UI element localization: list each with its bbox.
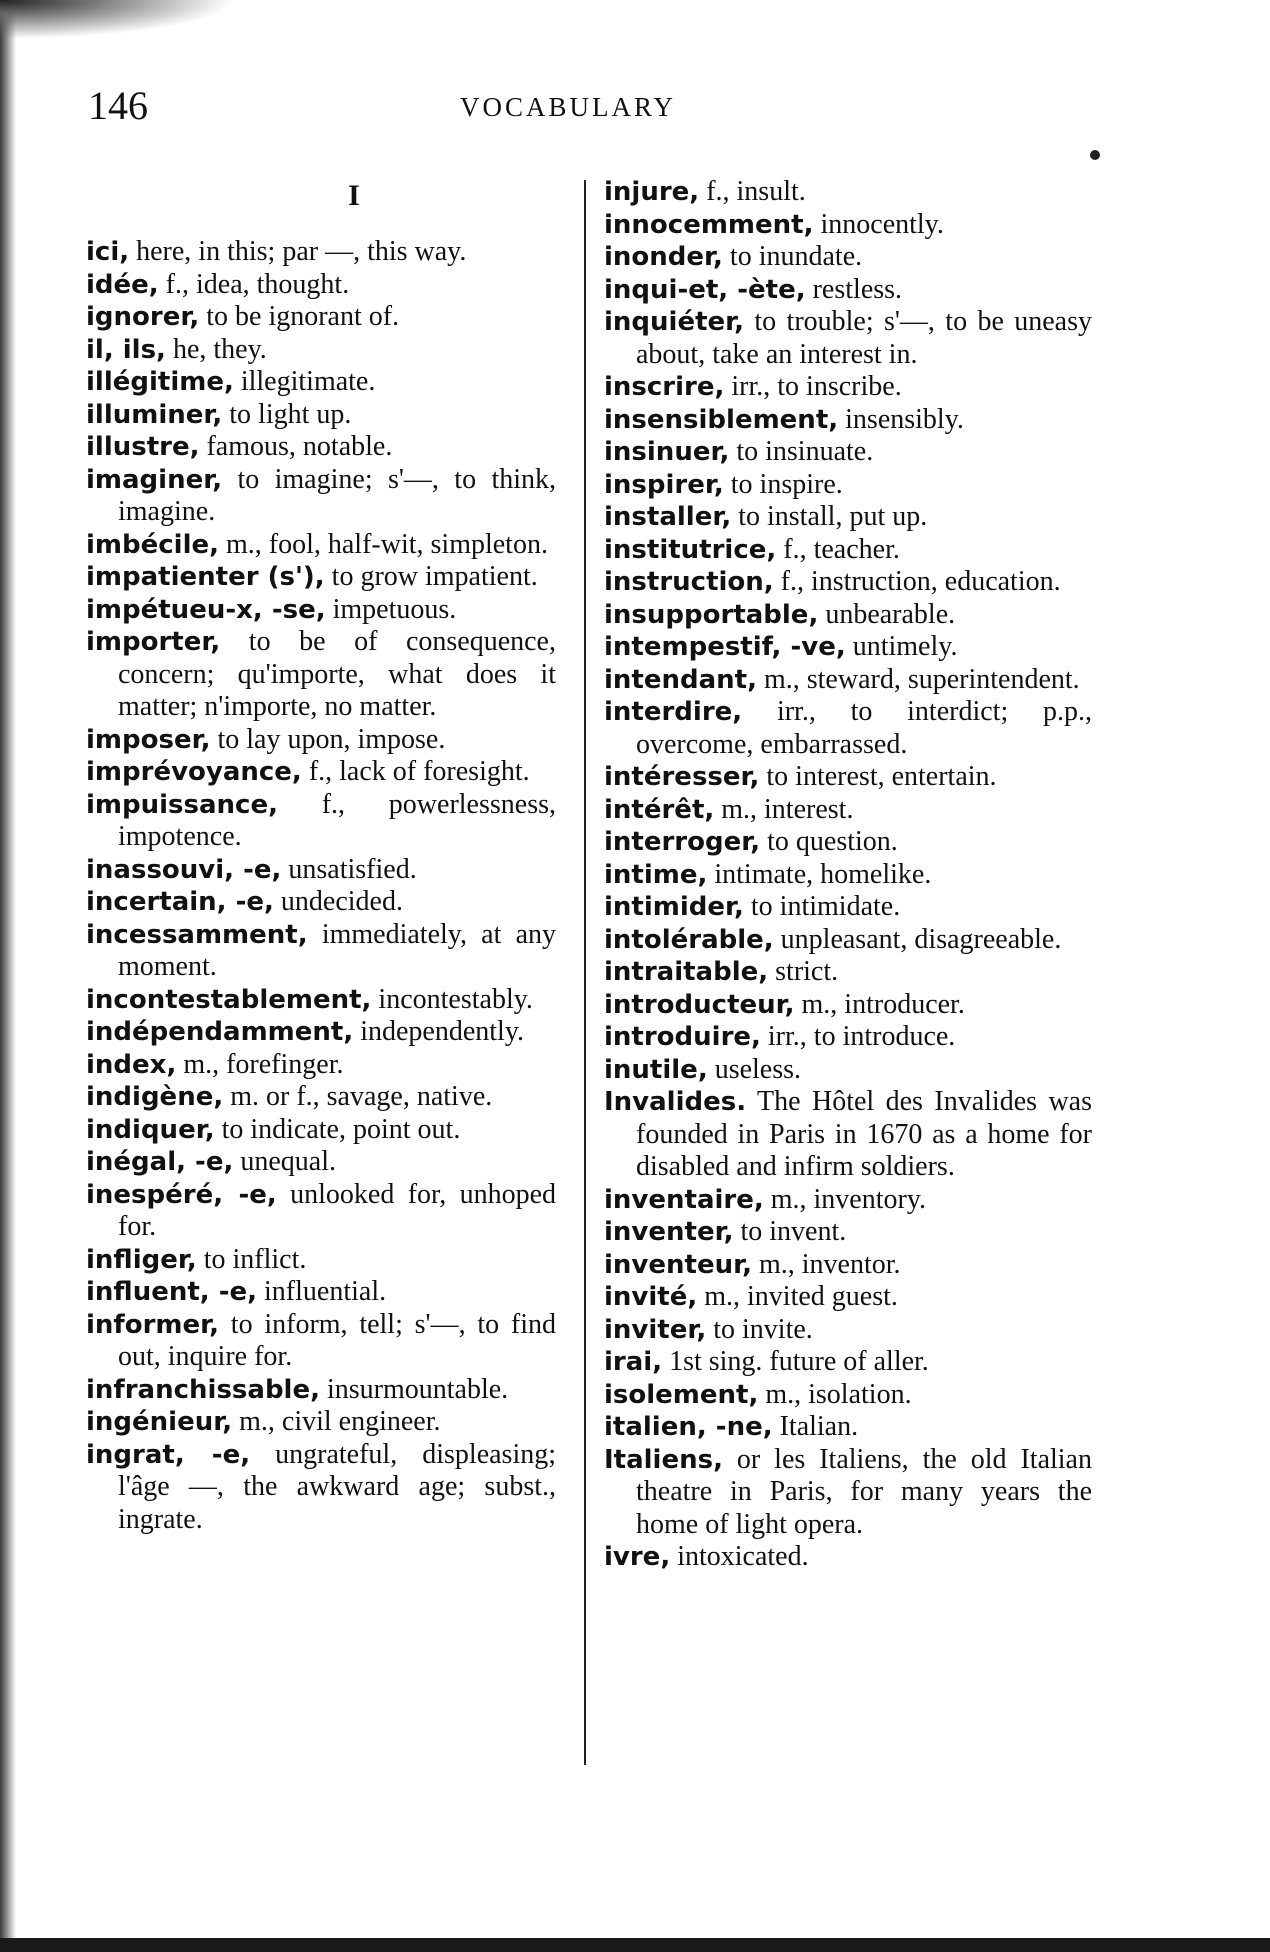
entry-headword: inespéré, -e,	[86, 1179, 277, 1210]
entry-gloss: f., lack of foresight.	[301, 756, 530, 787]
entry-gloss: independently.	[353, 1016, 525, 1047]
dictionary-entry	[604, 1184, 1092, 1217]
entry-headword: intérêt,	[604, 794, 715, 825]
dictionary-entry	[86, 1179, 556, 1244]
dictionary-entry	[86, 1244, 556, 1277]
entry-headword: instruction,	[604, 567, 774, 597]
entry-gloss: to imagine; s'—, to think, imagine.	[118, 463, 556, 527]
entry-headword: indiquer,	[86, 1114, 215, 1145]
dictionary-entry	[604, 761, 1092, 794]
entry-headword: inventaire,	[604, 1184, 764, 1215]
entry-headword: index,	[86, 1049, 177, 1080]
dictionary-entry	[604, 826, 1092, 859]
dictionary-entry	[604, 1541, 1092, 1574]
entry-headword: invité,	[604, 1282, 698, 1312]
dictionary-entry	[604, 1411, 1092, 1444]
entry-gloss: to interest, entertain.	[759, 761, 997, 792]
entry-headword: introduire,	[604, 1022, 761, 1052]
entry-gloss: to intimidate.	[743, 891, 901, 922]
entry-gloss: or les Italiens, the old Italian theatre in Paris, for many years the home of light opera.	[636, 1443, 1092, 1540]
dictionary-entry	[86, 1374, 556, 1407]
entry-headword: importer,	[86, 627, 221, 657]
entry-gloss: impetuous.	[325, 593, 457, 625]
dictionary-entry	[604, 371, 1092, 404]
entry-gloss: restless.	[805, 273, 903, 305]
dictionary-entry	[86, 236, 556, 269]
dictionary-entry	[86, 1016, 556, 1049]
page-number: 146	[88, 83, 148, 128]
entry-gloss: to light up.	[222, 398, 352, 430]
scan-left-edge	[0, 0, 16, 1952]
entry-gloss: unpleasant, disagreeable.	[773, 923, 1062, 955]
dictionary-entry	[604, 209, 1092, 242]
entry-gloss: illegitimate.	[233, 366, 376, 397]
entry-headword: injure,	[604, 177, 700, 207]
dictionary-entry	[86, 756, 556, 789]
dictionary-entry	[86, 1049, 556, 1082]
dictionary-entry	[86, 1276, 556, 1309]
letter-heading: I	[348, 179, 360, 212]
entry-gloss: to inform, tell; s'—, to find out, inquire for.	[118, 1308, 556, 1372]
dictionary-entry	[604, 566, 1092, 599]
dictionary-entry	[604, 1444, 1092, 1542]
dictionary-entry	[604, 469, 1092, 502]
entry-headword: indigène,	[86, 1082, 224, 1112]
dictionary-entry	[604, 1021, 1092, 1054]
entry-gloss: m., invited guest.	[697, 1281, 898, 1312]
entry-headword: intraitable,	[604, 957, 769, 987]
entry-gloss: here, in this;	[129, 236, 283, 267]
entry-gloss: m., steward, superintendent.	[756, 663, 1080, 695]
entry-headword: inonder,	[604, 242, 723, 272]
dictionary-entry	[604, 1216, 1092, 1249]
entry-gloss: intimate, homelike.	[707, 858, 932, 890]
entry-headword: indépendamment,	[86, 1017, 354, 1047]
dictionary-entry	[604, 176, 1092, 209]
dictionary-entry	[86, 724, 556, 757]
dictionary-entry	[604, 891, 1092, 924]
entry-gloss: he, they.	[165, 333, 267, 365]
entry-gloss: unsatisfied.	[281, 853, 417, 885]
entry-gloss: m., isolation.	[758, 1378, 912, 1410]
entry-gloss: intoxicated.	[670, 1541, 809, 1572]
dictionary-entry	[86, 1406, 556, 1439]
dictionary-entry	[604, 1346, 1092, 1379]
dictionary-entry	[604, 274, 1092, 307]
scan-top-corner	[0, 0, 300, 50]
right-entry-list	[604, 176, 1092, 1574]
dictionary-entry	[604, 859, 1092, 892]
entry-gloss: 1st sing. future of aller.	[662, 1346, 929, 1377]
entry-gloss: m. or f., savage, native.	[223, 1081, 493, 1112]
entry-headword: interdire,	[604, 697, 743, 727]
dictionary-entry	[86, 854, 556, 887]
dictionary-entry	[604, 534, 1092, 567]
entry-headword: ingrat, -e,	[86, 1439, 251, 1470]
entry-gloss: to inspire.	[723, 468, 843, 500]
entry-headword: inspirer,	[604, 469, 724, 500]
dictionary-entry	[604, 501, 1092, 534]
entry-gloss: unbearable.	[818, 598, 956, 630]
entry-headword: intimider,	[604, 892, 744, 922]
dictionary-entry	[86, 1309, 556, 1374]
entry-gloss: f., teacher.	[776, 533, 900, 565]
dictionary-entry	[86, 886, 556, 919]
dictionary-entry	[604, 1086, 1092, 1184]
dictionary-entry	[86, 431, 556, 464]
entry-headword: introducteur,	[604, 989, 795, 1020]
dictionary-entry	[604, 1314, 1092, 1347]
speck	[1090, 150, 1100, 160]
dictionary-entry	[604, 631, 1092, 664]
dictionary-entry	[604, 599, 1092, 632]
entry-headword: ici,	[86, 237, 130, 267]
entry-gloss: incontestably.	[371, 983, 533, 1015]
entry-headword: insupportable,	[604, 599, 819, 630]
entry-headword: incessamment,	[86, 919, 308, 950]
entry-headword: inégal, -e,	[86, 1147, 234, 1177]
dictionary-entry	[86, 399, 556, 432]
dictionary-entry	[86, 626, 556, 724]
dictionary-entry	[86, 529, 556, 562]
entry-headword: intéresser,	[604, 762, 760, 792]
entry-extra: par —, this way.	[282, 236, 467, 267]
entry-gloss: useless.	[707, 1053, 802, 1085]
entry-gloss: The Hôtel des Invalides was founded in Paris in 1670 as a home for disabled and infirm soldiers.	[636, 1086, 1092, 1182]
entry-headword: installer,	[604, 502, 732, 532]
entry-gloss: to install, put up.	[731, 501, 928, 532]
entry-gloss: influential.	[257, 1276, 387, 1307]
dictionary-entry	[604, 306, 1092, 371]
entry-headword: imaginer,	[86, 464, 223, 495]
dictionary-entry	[86, 269, 556, 302]
entry-headword: ingénieur,	[86, 1407, 233, 1437]
dictionary-entry	[604, 794, 1092, 827]
entry-gloss: to lay upon, impose.	[210, 723, 446, 755]
entry-gloss: m., interest.	[714, 793, 854, 825]
entry-gloss: to grow impatient.	[324, 561, 538, 592]
entry-headword: influent, -e,	[86, 1277, 258, 1307]
entry-gloss: insensibly.	[838, 403, 964, 435]
dictionary-entry	[604, 404, 1092, 437]
entry-headword: infliger,	[86, 1244, 197, 1275]
entry-headword: intolérable,	[604, 924, 774, 955]
entry-gloss: insurmountable.	[319, 1373, 509, 1405]
entry-gloss: to be of consequence, concern; qu'importe, what does it matter; n'importe, no matter.	[118, 626, 556, 722]
entry-headword: illégitime,	[86, 367, 234, 397]
dictionary-entry	[604, 664, 1092, 697]
right-column	[604, 176, 1092, 1574]
dictionary-entry	[86, 984, 556, 1017]
entry-headword: insensiblement,	[604, 404, 839, 435]
entry-gloss: to question.	[760, 826, 898, 857]
entry-headword: incertain, -e,	[86, 887, 274, 917]
entry-headword: inventeur,	[604, 1249, 752, 1280]
entry-headword: illustre,	[86, 432, 200, 462]
dictionary-entry	[86, 1114, 556, 1147]
entry-gloss: famous, notable.	[199, 431, 393, 462]
entry-gloss: m., inventory.	[763, 1183, 927, 1215]
left-column	[86, 176, 556, 1536]
entry-headword: illuminer,	[86, 399, 223, 430]
entry-headword: informer,	[86, 1309, 220, 1340]
entry-gloss: m., fool, half-wit, simpleton.	[219, 528, 548, 560]
entry-gloss: m., civil engineer.	[232, 1406, 441, 1437]
entry-headword: interroger,	[604, 827, 761, 857]
entry-gloss: Italian.	[772, 1411, 859, 1442]
entry-headword: inutile,	[604, 1054, 708, 1085]
entry-gloss: untimely.	[845, 631, 958, 662]
dictionary-entry	[86, 561, 556, 594]
entry-headword: inscrire,	[604, 372, 725, 402]
entry-gloss: m., forefinger.	[176, 1048, 344, 1080]
entry-gloss: to insinuate.	[729, 436, 874, 467]
dictionary-entry	[86, 464, 556, 529]
entry-headword: imprévoyance,	[86, 757, 302, 787]
entry-gloss: m., inventor.	[751, 1248, 901, 1280]
dictionary-entry	[604, 436, 1092, 469]
entry-gloss: f., insult.	[699, 176, 806, 207]
dictionary-entry	[604, 241, 1092, 274]
entry-headword: impatienter (s'),	[86, 562, 325, 592]
dictionary-entry	[604, 1054, 1092, 1087]
dictionary-entry	[604, 956, 1092, 989]
entry-gloss: to invent.	[733, 1216, 847, 1247]
dictionary-entry	[604, 1281, 1092, 1314]
dictionary-entry	[86, 366, 556, 399]
entry-headword: inassouvi, -e,	[86, 854, 282, 885]
entry-headword: innocemment,	[604, 209, 814, 240]
dictionary-entry	[86, 919, 556, 984]
entry-headword: Italiens,	[604, 1444, 723, 1475]
entry-headword: il, ils,	[86, 334, 166, 365]
dictionary-entry	[604, 696, 1092, 761]
entry-headword: italien, -ne,	[604, 1412, 773, 1442]
entry-headword: isolement,	[604, 1379, 759, 1410]
entry-gloss: immediately, at any moment.	[118, 918, 556, 982]
entry-headword: inviter,	[604, 1314, 707, 1345]
entry-headword: ivre,	[604, 1542, 671, 1572]
entry-gloss: strict.	[768, 956, 839, 987]
entry-gloss: to inflict.	[196, 1243, 307, 1275]
scan-bottom-edge	[0, 1938, 1270, 1952]
entry-headword: ignorer,	[86, 302, 200, 332]
dictionary-entry	[86, 334, 556, 367]
dictionary-entry	[86, 1081, 556, 1114]
entry-gloss: irr., to interdict; p.p., overcome, embarrassed.	[636, 696, 1092, 760]
entry-headword: irai,	[604, 1347, 663, 1377]
entry-gloss: unlooked for, unhoped for.	[118, 1178, 556, 1242]
dictionary-entry	[604, 1249, 1092, 1282]
entry-gloss: to be ignorant of.	[199, 301, 400, 332]
entry-headword: intempestif, -ve,	[604, 632, 846, 662]
entry-headword: intendant,	[604, 664, 757, 695]
dictionary-entry	[604, 924, 1092, 957]
dictionary-entry	[86, 594, 556, 627]
dictionary-entry	[86, 301, 556, 334]
entry-gloss: innocently.	[813, 208, 944, 240]
entry-gloss: m., introducer.	[794, 988, 965, 1020]
entry-headword: Invalides.	[604, 1087, 747, 1117]
running-head: VOCABULARY	[460, 92, 677, 122]
dictionary-entry	[86, 1146, 556, 1179]
entry-headword: inventer,	[604, 1217, 734, 1247]
entry-gloss: undecided.	[273, 886, 403, 917]
entry-headword: idée,	[86, 269, 159, 300]
entry-headword: impuissance,	[86, 789, 278, 820]
column-divider	[584, 180, 586, 1765]
entry-headword: institutrice,	[604, 534, 777, 565]
entry-gloss: f., idea, thought.	[158, 268, 350, 300]
entry-headword: infranchissable,	[86, 1374, 320, 1405]
entry-headword: imposer,	[86, 724, 211, 755]
entry-headword: insinuer,	[604, 437, 730, 467]
entry-gloss: irr., to introduce.	[760, 1021, 956, 1052]
dictionary-entry	[86, 1439, 556, 1537]
entry-headword: inquiéter,	[604, 307, 745, 337]
entry-headword: imbécile,	[86, 529, 219, 560]
entry-headword: intime,	[604, 859, 708, 890]
left-entry-list	[86, 236, 556, 1536]
entry-gloss: to trouble; s'—, to be uneasy about, take an interest in.	[636, 306, 1092, 370]
dictionary-entry	[604, 1379, 1092, 1412]
entry-gloss: ungrateful, displeasing; l'âge —, the awkward age; subst., ingrate.	[118, 1438, 557, 1535]
entry-gloss: f., instruction, education.	[773, 566, 1061, 597]
entry-gloss: to invite.	[706, 1313, 813, 1345]
entry-headword: inqui-et, -ète,	[604, 274, 806, 305]
dictionary-entry	[604, 989, 1092, 1022]
entry-gloss: to indicate, point out.	[214, 1113, 461, 1145]
entry-gloss: irr., to inscribe.	[724, 371, 902, 402]
entry-headword: impétueu-x, -se,	[86, 594, 326, 625]
dictionary-entry	[86, 789, 556, 854]
entry-gloss: f., powerlessness, impotence.	[118, 788, 556, 852]
entry-headword: incontestablement,	[86, 984, 372, 1015]
entry-gloss: to inundate.	[722, 241, 863, 272]
entry-gloss: unequal.	[233, 1146, 336, 1177]
